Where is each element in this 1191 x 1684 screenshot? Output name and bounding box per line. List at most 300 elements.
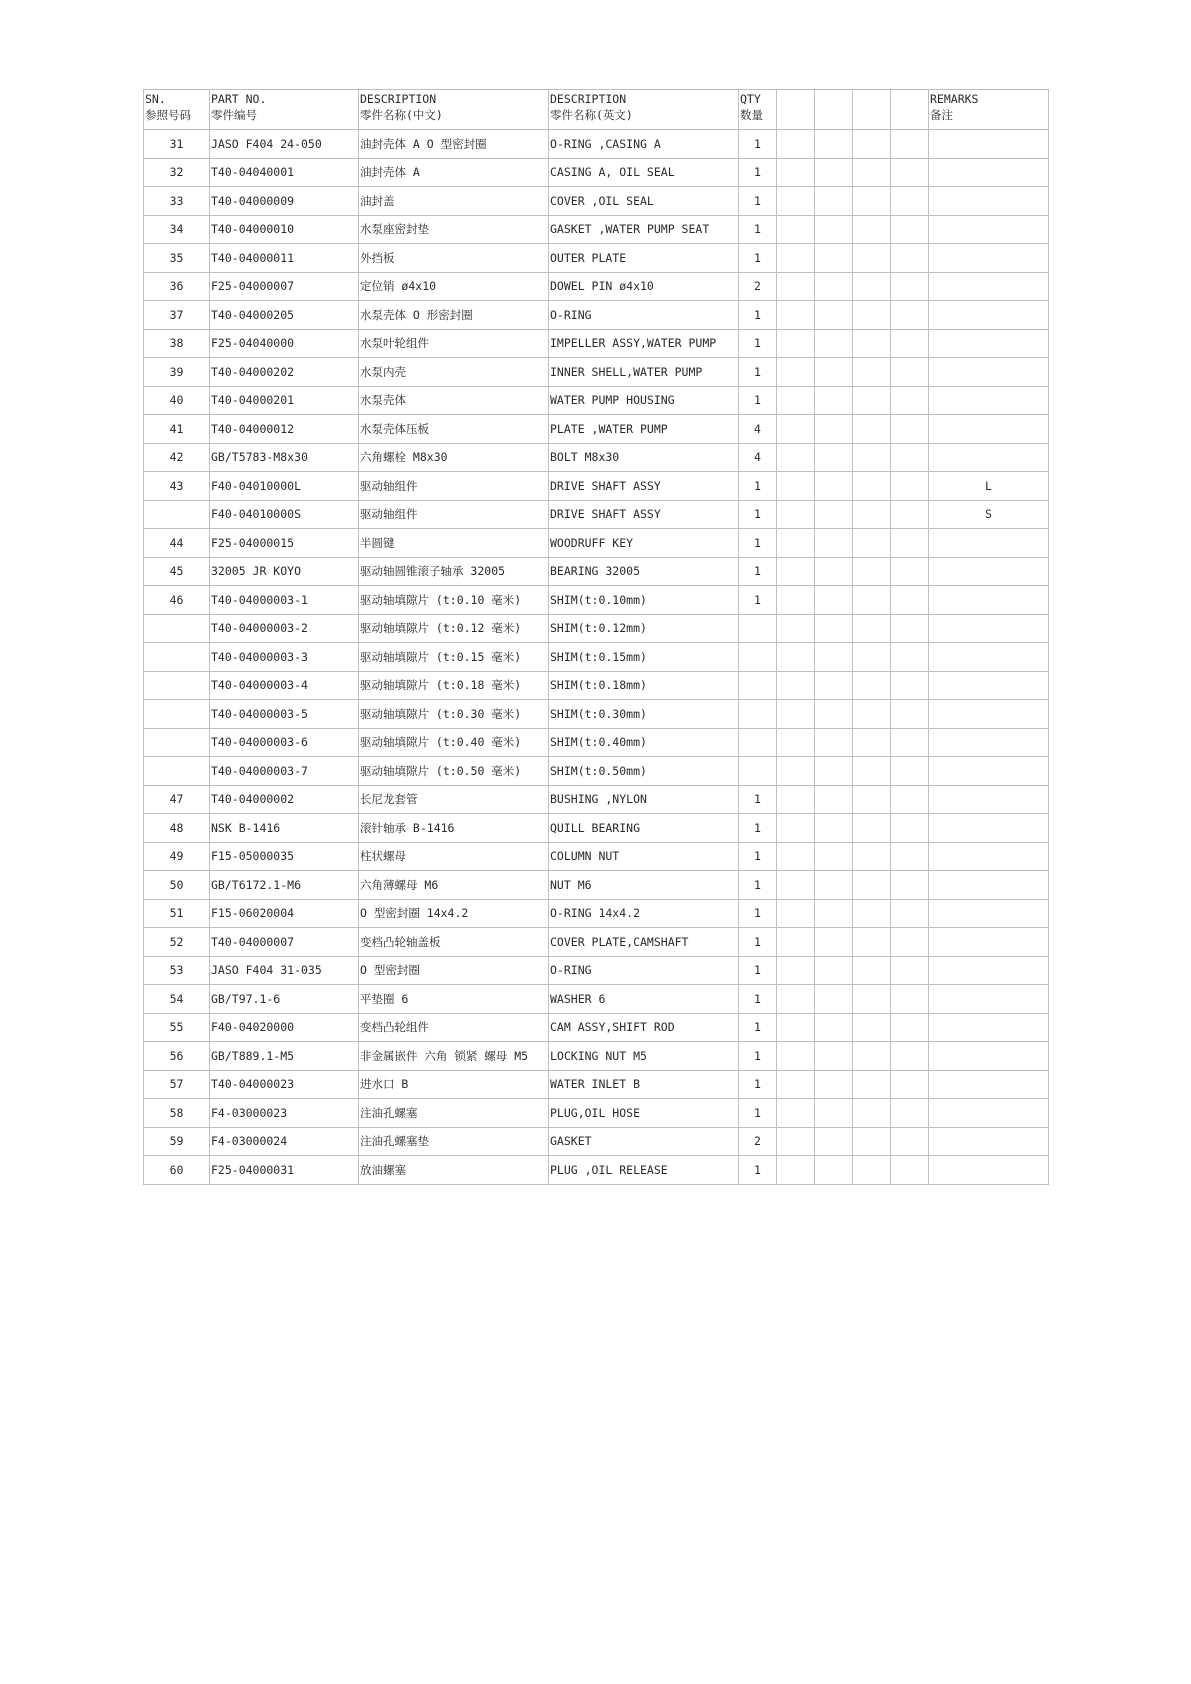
cell-qty: 1 xyxy=(739,785,777,814)
cell-description-cn: 驱动轴填隙片 (t:0.30 毫米) xyxy=(359,700,549,729)
cell-blank xyxy=(777,785,815,814)
cell-blank xyxy=(777,671,815,700)
cell-part-no: GB/T6172.1-M6 xyxy=(210,871,359,900)
cell-blank xyxy=(815,700,853,729)
cell-blank xyxy=(853,643,891,672)
cell-blank xyxy=(815,842,853,871)
cell-remarks: L xyxy=(929,472,1049,501)
cell-description-en: WOODRUFF KEY xyxy=(549,529,739,558)
cell-part-no: F40-04020000 xyxy=(210,1013,359,1042)
cell-blank xyxy=(777,272,815,301)
cell-blank xyxy=(815,586,853,615)
cell-part-no: F40-04010000S xyxy=(210,500,359,529)
table-row xyxy=(144,814,1049,843)
cell-description-en: O-RING xyxy=(549,301,739,330)
cell-sn: 53 xyxy=(144,956,210,985)
cell-qty: 1 xyxy=(739,928,777,957)
cell-description-cn: 驱动轴组件 xyxy=(359,472,549,501)
cell-blank xyxy=(853,956,891,985)
cell-remarks xyxy=(929,1013,1049,1042)
cell-qty: 1 xyxy=(739,529,777,558)
cell-blank xyxy=(853,329,891,358)
cell-blank xyxy=(853,1042,891,1071)
cell-description-en: CAM ASSY,SHIFT ROD xyxy=(549,1013,739,1042)
cell-blank xyxy=(777,130,815,159)
cell-qty: 4 xyxy=(739,415,777,444)
cell-part-no: T40-04000012 xyxy=(210,415,359,444)
cell-blank xyxy=(815,814,853,843)
cell-description-cn: O 型密封圈 14x4.2 xyxy=(359,899,549,928)
cell-description-cn: 变档凸轮轴盖板 xyxy=(359,928,549,957)
cell-blank xyxy=(853,472,891,501)
cell-description-cn: 六角螺栓 M8x30 xyxy=(359,443,549,472)
cell-blank xyxy=(815,728,853,757)
cell-blank xyxy=(815,643,853,672)
cell-blank xyxy=(853,386,891,415)
cell-remarks xyxy=(929,529,1049,558)
cell-blank xyxy=(815,871,853,900)
cell-blank xyxy=(777,1127,815,1156)
cell-part-no: F25-04040000 xyxy=(210,329,359,358)
cell-remarks xyxy=(929,329,1049,358)
cell-qty: 1 xyxy=(739,500,777,529)
cell-part-no: T40-04000003-5 xyxy=(210,700,359,729)
table-row xyxy=(144,643,1049,672)
cell-part-no: T40-04040001 xyxy=(210,158,359,187)
cell-description-en: O-RING ,CASING A xyxy=(549,130,739,159)
cell-blank xyxy=(891,728,929,757)
cell-description-cn: 注油孔螺塞 xyxy=(359,1099,549,1128)
cell-part-no: F4-03000023 xyxy=(210,1099,359,1128)
cell-part-no: T40-04000202 xyxy=(210,358,359,387)
cell-part-no: F4-03000024 xyxy=(210,1127,359,1156)
cell-blank xyxy=(891,443,929,472)
cell-sn: 44 xyxy=(144,529,210,558)
header-description-cn: DESCRIPTION 零件名称(中文) xyxy=(359,90,549,130)
cell-blank xyxy=(853,301,891,330)
cell-qty: 1 xyxy=(739,1013,777,1042)
cell-description-en: INNER SHELL,WATER PUMP xyxy=(549,358,739,387)
cell-blank xyxy=(815,358,853,387)
cell-description-en: SHIM(t:0.12mm) xyxy=(549,614,739,643)
cell-remarks xyxy=(929,244,1049,273)
cell-remarks xyxy=(929,358,1049,387)
cell-sn: 43 xyxy=(144,472,210,501)
cell-description-en: PLUG ,OIL RELEASE xyxy=(549,1156,739,1185)
cell-blank xyxy=(815,956,853,985)
cell-sn: 31 xyxy=(144,130,210,159)
cell-blank xyxy=(853,272,891,301)
cell-remarks xyxy=(929,785,1049,814)
cell-part-no: T40-04000011 xyxy=(210,244,359,273)
cell-description-en: SHIM(t:0.15mm) xyxy=(549,643,739,672)
cell-blank xyxy=(853,871,891,900)
cell-blank xyxy=(853,757,891,786)
cell-blank xyxy=(891,956,929,985)
table-row xyxy=(144,187,1049,216)
cell-blank xyxy=(891,500,929,529)
cell-part-no: JASO F404 24-050 xyxy=(210,130,359,159)
cell-qty: 1 xyxy=(739,842,777,871)
cell-part-no: JASO F404 31-035 xyxy=(210,956,359,985)
cell-blank xyxy=(853,529,891,558)
cell-description-en: SHIM(t:0.40mm) xyxy=(549,728,739,757)
cell-blank xyxy=(891,244,929,273)
cell-qty: 1 xyxy=(739,472,777,501)
cell-blank xyxy=(853,244,891,273)
cell-blank xyxy=(853,1156,891,1185)
table-row xyxy=(144,301,1049,330)
cell-blank xyxy=(815,329,853,358)
header-sn: SN. 参照号码 xyxy=(144,90,210,130)
cell-sn: 51 xyxy=(144,899,210,928)
cell-description-cn: 定位销 ø4x10 xyxy=(359,272,549,301)
table-row xyxy=(144,244,1049,273)
cell-blank xyxy=(777,386,815,415)
table-row xyxy=(144,700,1049,729)
cell-part-no: F25-04000015 xyxy=(210,529,359,558)
cell-blank xyxy=(891,557,929,586)
cell-blank xyxy=(815,272,853,301)
cell-description-en: SHIM(t:0.18mm) xyxy=(549,671,739,700)
cell-description-cn: 油封盖 xyxy=(359,187,549,216)
cell-description-en: LOCKING NUT M5 xyxy=(549,1042,739,1071)
cell-remarks xyxy=(929,928,1049,957)
cell-part-no: T40-04000201 xyxy=(210,386,359,415)
cell-sn: 48 xyxy=(144,814,210,843)
cell-qty xyxy=(739,700,777,729)
cell-remarks xyxy=(929,700,1049,729)
cell-description-en: WASHER 6 xyxy=(549,985,739,1014)
cell-remarks xyxy=(929,1042,1049,1071)
cell-description-en: SHIM(t:0.10mm) xyxy=(549,586,739,615)
cell-qty: 1 xyxy=(739,871,777,900)
cell-description-en: GASKET ,WATER PUMP SEAT xyxy=(549,215,739,244)
table-row xyxy=(144,386,1049,415)
cell-description-cn: 长尼龙套管 xyxy=(359,785,549,814)
cell-part-no: F25-04000031 xyxy=(210,1156,359,1185)
cell-remarks xyxy=(929,671,1049,700)
cell-description-en: COLUMN NUT xyxy=(549,842,739,871)
cell-blank xyxy=(853,842,891,871)
cell-description-en: BOLT M8x30 xyxy=(549,443,739,472)
table-row xyxy=(144,956,1049,985)
table-row xyxy=(144,1156,1049,1185)
cell-blank xyxy=(853,215,891,244)
table-row xyxy=(144,1042,1049,1071)
cell-description-en: O-RING 14x4.2 xyxy=(549,899,739,928)
cell-description-en: WATER INLET B xyxy=(549,1070,739,1099)
cell-part-no: T40-04000003-1 xyxy=(210,586,359,615)
cell-blank xyxy=(777,1156,815,1185)
cell-blank xyxy=(815,899,853,928)
cell-sn xyxy=(144,757,210,786)
cell-blank xyxy=(815,158,853,187)
cell-blank xyxy=(891,842,929,871)
cell-blank xyxy=(815,557,853,586)
cell-description-cn: 六角薄螺母 M6 xyxy=(359,871,549,900)
cell-blank xyxy=(777,871,815,900)
cell-description-cn: 驱动轴填隙片 (t:0.18 毫米) xyxy=(359,671,549,700)
cell-blank xyxy=(853,671,891,700)
cell-blank xyxy=(853,1127,891,1156)
cell-blank xyxy=(853,728,891,757)
cell-part-no: F15-06020004 xyxy=(210,899,359,928)
cell-blank xyxy=(815,472,853,501)
cell-blank xyxy=(815,1070,853,1099)
cell-blank xyxy=(891,215,929,244)
cell-blank xyxy=(815,187,853,216)
cell-qty: 1 xyxy=(739,586,777,615)
cell-blank xyxy=(891,671,929,700)
table-header-row xyxy=(144,90,1049,130)
cell-qty: 1 xyxy=(739,215,777,244)
cell-blank xyxy=(891,158,929,187)
cell-sn: 42 xyxy=(144,443,210,472)
cell-blank xyxy=(853,586,891,615)
cell-sn: 47 xyxy=(144,785,210,814)
cell-blank xyxy=(815,386,853,415)
cell-description-cn: 驱动轴填隙片 (t:0.10 毫米) xyxy=(359,586,549,615)
cell-part-no: F25-04000007 xyxy=(210,272,359,301)
cell-qty: 1 xyxy=(739,1042,777,1071)
cell-description-cn: 水泵内壳 xyxy=(359,358,549,387)
cell-blank xyxy=(853,415,891,444)
cell-sn: 50 xyxy=(144,871,210,900)
cell-remarks xyxy=(929,586,1049,615)
cell-blank xyxy=(777,1070,815,1099)
cell-blank xyxy=(777,443,815,472)
cell-description-cn: 水泵叶轮组件 xyxy=(359,329,549,358)
table-row xyxy=(144,329,1049,358)
cell-part-no: GB/T889.1-M5 xyxy=(210,1042,359,1071)
cell-part-no: T40-04000002 xyxy=(210,785,359,814)
cell-blank xyxy=(853,700,891,729)
cell-description-en: COVER ,OIL SEAL xyxy=(549,187,739,216)
cell-blank xyxy=(777,215,815,244)
table-row xyxy=(144,158,1049,187)
cell-description-cn: 油封壳体 A xyxy=(359,158,549,187)
cell-blank xyxy=(777,842,815,871)
table-row xyxy=(144,871,1049,900)
cell-blank xyxy=(891,415,929,444)
cell-qty xyxy=(739,671,777,700)
cell-blank xyxy=(815,529,853,558)
table-row xyxy=(144,785,1049,814)
cell-sn: 33 xyxy=(144,187,210,216)
table-row xyxy=(144,671,1049,700)
table-row xyxy=(144,614,1049,643)
cell-sn: 32 xyxy=(144,158,210,187)
header-qty: QTY 数量 xyxy=(739,90,777,130)
cell-description-en: DRIVE SHAFT ASSY xyxy=(549,472,739,501)
table-row xyxy=(144,728,1049,757)
cell-description-en: PLATE ,WATER PUMP xyxy=(549,415,739,444)
cell-sn: 46 xyxy=(144,586,210,615)
cell-qty xyxy=(739,728,777,757)
cell-part-no: T40-04000003-6 xyxy=(210,728,359,757)
cell-sn: 39 xyxy=(144,358,210,387)
cell-sn: 49 xyxy=(144,842,210,871)
cell-blank xyxy=(777,586,815,615)
cell-blank xyxy=(777,985,815,1014)
cell-blank xyxy=(891,1070,929,1099)
cell-description-cn: 进水口 B xyxy=(359,1070,549,1099)
cell-description-cn: 水泵座密封垫 xyxy=(359,215,549,244)
cell-blank xyxy=(853,358,891,387)
table-row xyxy=(144,586,1049,615)
cell-blank xyxy=(891,785,929,814)
header-blank-3 xyxy=(853,90,891,130)
cell-sn: 56 xyxy=(144,1042,210,1071)
cell-part-no: T40-04000003-4 xyxy=(210,671,359,700)
cell-part-no: T40-04000003-2 xyxy=(210,614,359,643)
cell-description-en: SHIM(t:0.50mm) xyxy=(549,757,739,786)
cell-description-cn: 油封壳体 A O 型密封圈 xyxy=(359,130,549,159)
cell-description-en: CASING A, OIL SEAL xyxy=(549,158,739,187)
table-row xyxy=(144,1070,1049,1099)
cell-remarks: S xyxy=(929,500,1049,529)
cell-blank xyxy=(777,899,815,928)
cell-blank xyxy=(853,187,891,216)
cell-blank xyxy=(777,1099,815,1128)
cell-blank xyxy=(777,643,815,672)
cell-remarks xyxy=(929,443,1049,472)
cell-blank xyxy=(853,899,891,928)
cell-remarks xyxy=(929,130,1049,159)
cell-qty: 1 xyxy=(739,1070,777,1099)
cell-blank xyxy=(815,1099,853,1128)
cell-blank xyxy=(777,1042,815,1071)
table-row xyxy=(144,130,1049,159)
cell-description-cn: 非金属嵌件 六角 锁紧 螺母 M5 xyxy=(359,1042,549,1071)
cell-blank xyxy=(891,757,929,786)
cell-blank xyxy=(815,1156,853,1185)
cell-description-en: BEARING 32005 xyxy=(549,557,739,586)
cell-description-en: WATER PUMP HOUSING xyxy=(549,386,739,415)
cell-sn xyxy=(144,700,210,729)
cell-description-cn: 驱动轴填隙片 (t:0.50 毫米) xyxy=(359,757,549,786)
cell-blank xyxy=(777,614,815,643)
cell-description-cn: 半圆键 xyxy=(359,529,549,558)
cell-blank xyxy=(891,329,929,358)
cell-blank xyxy=(853,500,891,529)
table-row xyxy=(144,557,1049,586)
cell-blank xyxy=(891,814,929,843)
cell-sn: 34 xyxy=(144,215,210,244)
cell-sn: 41 xyxy=(144,415,210,444)
cell-blank xyxy=(815,415,853,444)
cell-blank xyxy=(777,301,815,330)
cell-qty: 1 xyxy=(739,814,777,843)
cell-blank xyxy=(815,757,853,786)
table-row xyxy=(144,842,1049,871)
cell-remarks xyxy=(929,757,1049,786)
cell-blank xyxy=(815,500,853,529)
cell-blank xyxy=(815,785,853,814)
cell-blank xyxy=(891,301,929,330)
cell-blank xyxy=(777,415,815,444)
cell-part-no: T40-04000007 xyxy=(210,928,359,957)
cell-sn xyxy=(144,614,210,643)
cell-sn: 35 xyxy=(144,244,210,273)
cell-remarks xyxy=(929,1099,1049,1128)
cell-description-en: IMPELLER ASSY,WATER PUMP xyxy=(549,329,739,358)
cell-remarks xyxy=(929,1070,1049,1099)
cell-blank xyxy=(777,187,815,216)
cell-part-no: F40-04010000L xyxy=(210,472,359,501)
cell-description-cn: 驱动轴填隙片 (t:0.15 毫米) xyxy=(359,643,549,672)
cell-description-cn: 水泵壳体 xyxy=(359,386,549,415)
cell-blank xyxy=(853,1013,891,1042)
cell-description-en: COVER PLATE,CAMSHAFT xyxy=(549,928,739,957)
cell-qty: 1 xyxy=(739,386,777,415)
cell-remarks xyxy=(929,1127,1049,1156)
cell-blank xyxy=(777,472,815,501)
cell-remarks xyxy=(929,415,1049,444)
cell-remarks xyxy=(929,614,1049,643)
cell-qty: 4 xyxy=(739,443,777,472)
table-row xyxy=(144,928,1049,957)
cell-blank xyxy=(777,728,815,757)
cell-sn: 36 xyxy=(144,272,210,301)
cell-blank xyxy=(891,985,929,1014)
cell-description-en: QUILL BEARING xyxy=(549,814,739,843)
cell-blank xyxy=(891,928,929,957)
cell-sn: 58 xyxy=(144,1099,210,1128)
cell-blank xyxy=(777,1013,815,1042)
cell-remarks xyxy=(929,215,1049,244)
cell-remarks xyxy=(929,187,1049,216)
cell-blank xyxy=(815,614,853,643)
cell-sn: 54 xyxy=(144,985,210,1014)
cell-description-en: NUT M6 xyxy=(549,871,739,900)
cell-sn: 55 xyxy=(144,1013,210,1042)
cell-sn: 60 xyxy=(144,1156,210,1185)
cell-blank xyxy=(777,956,815,985)
cell-blank xyxy=(853,158,891,187)
cell-description-en: PLUG,OIL HOSE xyxy=(549,1099,739,1128)
table-row xyxy=(144,1127,1049,1156)
cell-blank xyxy=(891,614,929,643)
cell-blank xyxy=(891,386,929,415)
header-blank-2 xyxy=(815,90,853,130)
cell-sn xyxy=(144,500,210,529)
cell-sn: 59 xyxy=(144,1127,210,1156)
table-row xyxy=(144,899,1049,928)
cell-part-no: T40-04000009 xyxy=(210,187,359,216)
cell-blank xyxy=(853,1099,891,1128)
cell-remarks xyxy=(929,956,1049,985)
header-blank-1 xyxy=(777,90,815,130)
cell-qty: 1 xyxy=(739,557,777,586)
cell-blank xyxy=(891,586,929,615)
cell-qty: 2 xyxy=(739,272,777,301)
table-row xyxy=(144,500,1049,529)
cell-sn: 40 xyxy=(144,386,210,415)
cell-part-no: T40-04000023 xyxy=(210,1070,359,1099)
cell-blank xyxy=(815,244,853,273)
cell-remarks xyxy=(929,728,1049,757)
cell-blank xyxy=(815,985,853,1014)
cell-sn xyxy=(144,671,210,700)
cell-qty: 1 xyxy=(739,244,777,273)
cell-qty xyxy=(739,757,777,786)
cell-remarks xyxy=(929,272,1049,301)
cell-blank xyxy=(891,899,929,928)
table-row xyxy=(144,472,1049,501)
cell-part-no: T40-04000003-3 xyxy=(210,643,359,672)
